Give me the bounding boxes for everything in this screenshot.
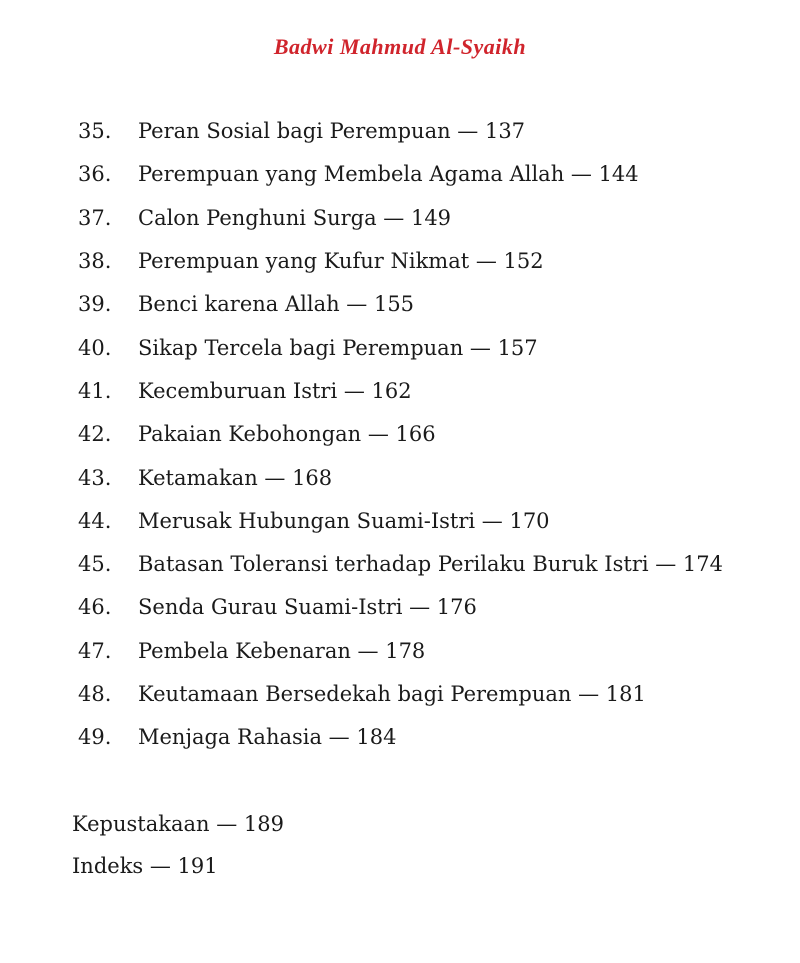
back-matter [72,803,672,887]
toc-entry-number: 48. [78,682,112,706]
toc-entry [78,197,778,240]
toc-entry-number: 44. [78,508,112,533]
toc-entry-title: Merusak Hubungan Suami-Istri — 170 [138,508,550,533]
toc-entry-title: Pembela Kebenaran — 178 [138,638,426,663]
back-matter-entry-bibliography: Kepustakaan — 189 [72,812,284,836]
toc-entry-title: Peran Sosial bagi Perempuan — 137 [138,119,526,144]
toc-entry-number: 38. [78,249,112,274]
toc-entry [78,456,778,499]
toc-entry-number: 46. [78,595,112,620]
toc-entry [78,153,778,196]
toc-entry-number: 47. [78,638,112,663]
toc-entry-title: Sikap Tercela bagi Perempuan — 157 [138,335,538,360]
toc-entry-number: 37. [78,205,112,230]
running-header-author: Badwi Mahmud Al-Syaikh [273,34,527,59]
toc-entry [78,110,778,153]
toc-entry-title: Calon Penghuni Surga — 149 [138,205,452,230]
back-matter-entry-index: Indeks — 191 [72,854,218,878]
toc-entry-title: Ketamakan — 168 [138,465,333,490]
toc-entry-number: 40. [78,335,112,360]
toc-entry-title: Pakaian Kebohongan — 166 [138,422,436,447]
toc-entry-title: Batasan Toleransi terhadap Perilaku Buruk Istri — 174 [138,552,724,577]
toc-entry [78,673,778,716]
toc-entry-title: Keutamaan Bersedekah bagi Perempuan — 181 [138,682,646,706]
toc-entry-title: Perempuan yang Membela Agama Allah — 144 [138,162,639,187]
toc-entry [78,630,778,673]
toc-entry [78,500,778,543]
toc-entry [78,240,778,283]
toc-entry-number: 43. [78,465,112,490]
toc-entry-number: 35. [78,119,112,144]
toc-entry-title: Senda Gurau Suami-Istri — 176 [138,595,477,620]
toc-entry-title: Kecemburuan Istri — 162 [138,378,412,403]
toc-entry [78,586,778,629]
table-of-contents [78,110,778,759]
toc-entry-title: Benci karena Allah — 155 [138,292,415,317]
toc-entry-title: Perempuan yang Kufur Nikmat — 152 [138,249,544,274]
toc-entry-number: 49. [78,725,112,750]
toc-entry [78,716,778,759]
toc-entry [78,283,778,326]
toc-entry-title: Menjaga Rahasia — 184 [138,725,397,750]
toc-entry-number: 45. [78,552,112,577]
toc-entry [78,326,778,369]
toc-entry-number: 41. [78,378,112,403]
toc-entry-number: 39. [78,292,112,317]
toc-entry-number: 36. [78,162,112,187]
toc-entry [78,413,778,456]
toc-entry-number: 42. [78,422,112,447]
toc-entry [78,543,778,586]
toc-entry [78,370,778,413]
